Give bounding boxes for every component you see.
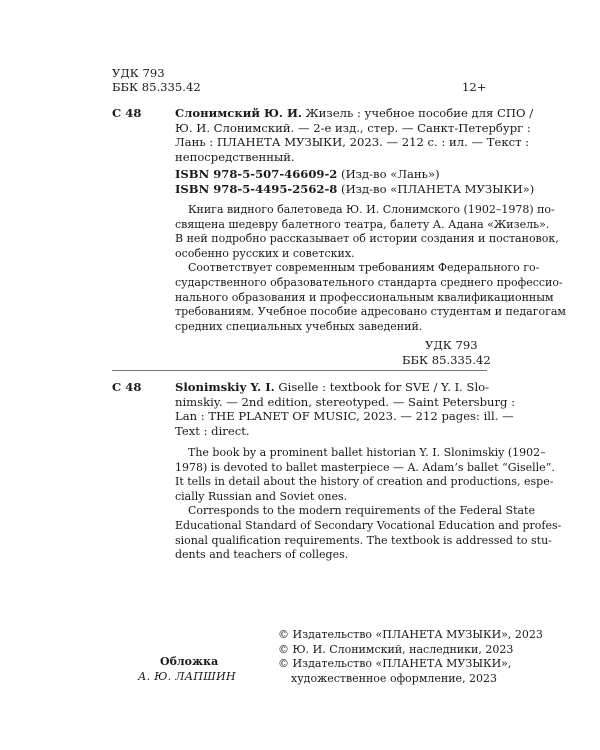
en-author: Slonimskiy Y. I. (175, 380, 275, 394)
header-udk: УДК 793 (112, 66, 165, 80)
copyright-line: © Издательство «ПЛАНЕТА МУЗЫКИ», 2023 (278, 628, 543, 641)
ru-abstract-line: нального образования и профессиональным квалификационным (175, 290, 554, 304)
cover-artist: А. Ю. ЛАПШИН (138, 669, 236, 683)
ru-author: Слонимский Ю. И. (175, 106, 302, 120)
en-abstract-line: Educational Standard of Secondary Vocational Education and profes- (175, 519, 562, 532)
ru-abstract-line: сударственного образовательного стандарта среднего профессио- (175, 276, 563, 289)
en-abstract-line: 1978) is devoted to ballet masterpiece — A. Adam’s ballet “Giselle”. (175, 460, 555, 474)
cover-label: Обложка (160, 655, 219, 668)
ru-entry-line: Лань : ПЛАНЕТА МУЗЫКИ, 2023. — 212 с. : ил. — Текст : (175, 135, 530, 150)
section-divider (112, 370, 487, 371)
en-abstract-line: cially Russian and Soviet ones. (175, 489, 348, 503)
ru-abstract-line: Книга видного балетоведа Ю. И. Слонимского (1902–1978) по- (188, 203, 555, 216)
en-entry-first-line (175, 380, 489, 395)
copyright-line: © Издательство «ПЛАНЕТА МУЗЫКИ», (278, 657, 512, 671)
isbn-publisher: (Изд-во «ПЛАНЕТА МУЗЫКИ») (337, 181, 535, 196)
en-abstract-line: It tells in detail about the history of creation and productions, espe- (175, 475, 554, 489)
en-entry-line: Lan : THE PLANET OF MUSIC, 2023. — 212 pages: ill. — (175, 409, 514, 424)
ru-abstract-line: особенно русских и советских. (175, 246, 355, 260)
en-title: Giselle : textbook for SVE / Y. I. Slo- (274, 380, 490, 394)
ru-abstract-line: средних специальных учебных заведений. (175, 319, 423, 333)
ru-title: Жизель : учебное пособие для СПО / (301, 106, 534, 120)
ru-entry-code: С 48 (112, 106, 142, 120)
copyright-line: художественное оформление, 2023 (291, 671, 498, 685)
isbn-line (175, 167, 440, 182)
ru-abstract-line: требованиям. Учебное пособие адресовано студентам и педагогам (175, 305, 566, 319)
isbn-line (175, 182, 534, 197)
en-entry-line: nimskiy. — 2nd edition, stereotyped. — Saint Petersburg : (175, 394, 516, 409)
isbn-number: ISBN 978-5-4495-2562-8 (175, 181, 338, 196)
ru-entry-first-line (175, 106, 533, 121)
ru-abstract-line: Соответствует современным требованиям Федерального го- (188, 261, 540, 275)
en-entry-line: Text : direct. (175, 423, 250, 438)
age-rating: 12+ (462, 80, 487, 94)
ru-entry-line: непосредственный. (175, 149, 295, 164)
ru-udk: УДК 793 (425, 338, 478, 352)
ru-abstract-line: В ней подробно рассказывает об истории создания и постановок, (175, 232, 559, 246)
isbn-publisher: (Изд-во «Лань») (337, 167, 440, 181)
ru-entry-line: Ю. И. Слонимский. — 2-е изд., стер. — Санкт-Петербург : (175, 120, 531, 135)
ru-bbk: ББК 85.335.42 (402, 352, 491, 367)
en-abstract-line: sional qualification requirements. The textbook is addressed to stu- (175, 533, 552, 547)
en-entry-code: С 48 (112, 380, 142, 394)
en-abstract-line: The book by a prominent ballet historian Y. I. Slonimskiy (1902– (188, 446, 546, 459)
isbn-number: ISBN 978-5-507-46609-2 (175, 167, 338, 181)
ru-abstract-line: священа шедевру балетного театра, балету А. Адана «Жизель». (175, 217, 550, 231)
en-abstract-line: Corresponds to the modern requirements of the Federal State (188, 504, 535, 518)
copyright-line: © Ю. И. Слонимский, наследники, 2023 (278, 642, 514, 656)
header-bbk: ББК 85.335.42 (112, 80, 201, 94)
en-abstract-line: dents and teachers of colleges. (175, 548, 349, 562)
